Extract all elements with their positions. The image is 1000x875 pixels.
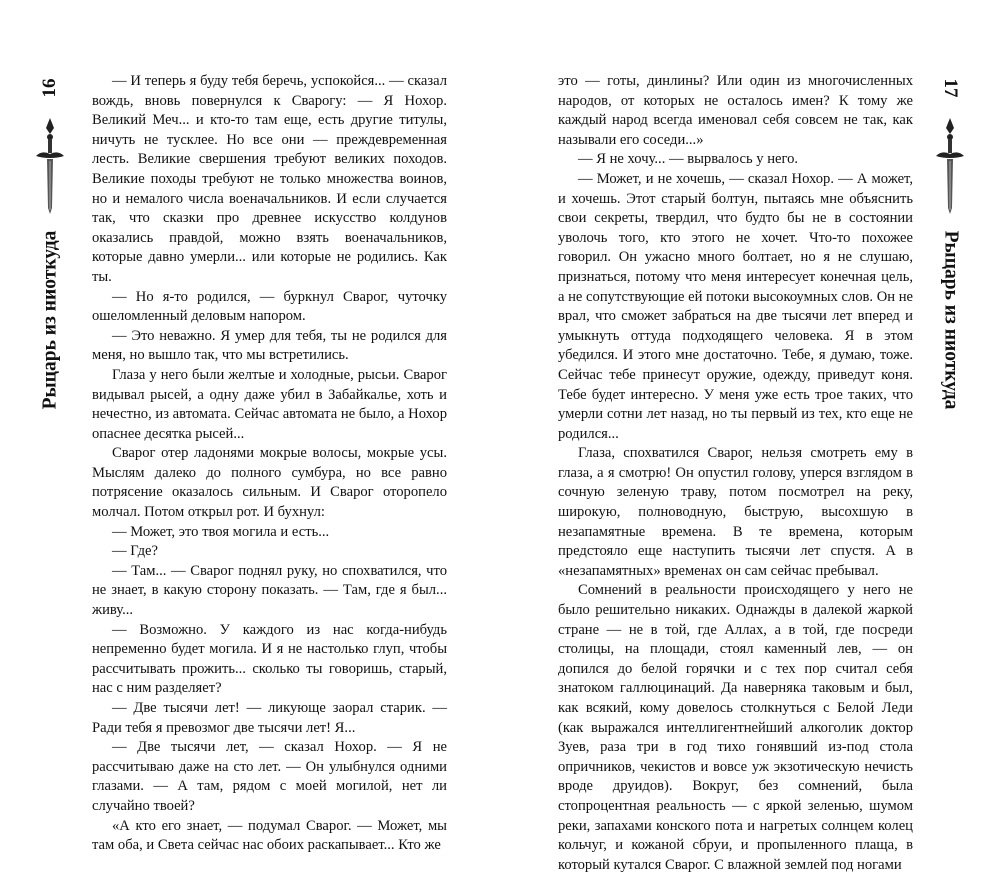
running-head-title: Рыцарь из ниоткуда (940, 230, 961, 410)
sword-icon (932, 116, 968, 216)
paragraph: — Две тысячи лет, — сказал Нохор. — Я не рассчитываю дажe на сто лет. — Он улыбнулся одними глазами. — А там, рядом с моей могилой, нет ли случайно твоей? (92, 739, 447, 814)
paragraph: — Там... — Сварог поднял руку, но спохватился, что не знает, в какую сторону показать. — Там, где я был... живу... (92, 562, 447, 619)
text-column-right (558, 72, 913, 875)
paragraph: — Я не хочу... — вырвалось у него. (578, 151, 799, 168)
paragraph: Сомнений в реальности происходящего у него не было решительно никаких. Однажды в далекой жаркой стране — не в той, где Аллах, а в той, где посреди столицы, на площади, стоял каменный лев, — он допился до белой горячки и с тех пор считал себя знатоком галлюцинаций. Да наверняка таковым и был, как всякий, кому довелось столкнуться с Белой Леди (как выражался интеллигентнейший алкоголик доктор Зуев, раза три в год тихо гонявший из-под стола опричников, чекистов и вовсе уж экзотическую нечисть вроде друидов). Вокруг, без сомнений, была стопроцентная реальность — с яркой зеленью, шумом реки, запахами конского пота и нагретых солнцем колец кольчуг, и кожаной сбруи, и пропыленного плаща, в который кутался Сварог. С влажной землей под ногами (558, 582, 913, 873)
paragraph: — Это неважно. Я умер для тебя, ты не родился для меня, но вышло так, что мы встретились. (92, 327, 447, 364)
paragraph: — Где? (112, 543, 158, 560)
paragraph: «А кто его знает, — подумал Сварог. — Может, мы там оба, и Света сейчас нас обоих раскапывает... Кто же (92, 817, 447, 854)
page-number-right: 17 (940, 78, 961, 98)
paragraph: Глаза у него были желтые и холодные, рысьи. Сварог видывал рысей, а одну даже убил в Забайкалье, хоть и нечестно, из автомата. Сейчас автомата не было, а Нохор опаснее десятка рысей... (92, 366, 447, 442)
paragraph: — И теперь я буду тебя беречь, успокойся... — сказал вождь, вновь повернулся к Сварогу: — Я Нохор. Великий Меч... и кто-то там еще, есть другие титулы, ничуть не тусклее. Но все они — преждевременная лесть. Великие свершения требуют великих походов. Великие походы требуют не только множества воинов, но и немалого числа военачальников. И если случается так, что сказки про древнее искусство колдунов оказались правдой, можно взять военачальников, которые давно умерли... или которые не родились. Как ты. (92, 73, 447, 285)
paragraph: — Может, и не хочешь, — сказал Нохор. — А может, и хочешь. Этот старый болтун, пытаясь мне объяснить свои секреты, твердил, что будто бы не в состоянии уволочь того, кто этого не хочет. Что-то похожее говорил. Он ужасно много болтает, но я не слушаю, признаться, потому что меня интересует конечная цель, а не сопутствующие ей потоки высокоумных слов. Он не врал, что сможет забраться на две тысячи лет вперед и умыкнуть оттуда подходящего человека. Я в этом убедился. И этого мне достаточно. Тебе, я думаю, тоже. Сейчас тебе принесут оружие, одежду, приведут коня. Тебе будет интересно. У меня уже есть трое таких, что умерли сотни лет назад, но ты первый из тех, кто еще не родился... (558, 170, 913, 442)
paragraph: Сварог отер ладонями мокрые волосы, мокрые усы. Мыслям далеко до полного сумбура, но все равно потрясение оказалось сильным. И Сварог оторопело молчал. Потом открыл рот. И бухнул: (92, 445, 447, 521)
sword-icon (32, 116, 68, 216)
running-head-title: Рыцарь из ниоткуда (39, 230, 60, 410)
right-margin (930, 60, 970, 700)
right-page (500, 0, 1000, 873)
left-margin (30, 60, 70, 700)
paragraph: это — готы, динлины? Или один из многочисленных народов, от которых не осталось имен? К тому же каждый народ всегда именовал себя совсем не так, как называли его соседи...» (558, 73, 913, 148)
text-column-left (92, 72, 447, 856)
running-head-left (30, 220, 70, 420)
paragraph: — Две тысячи лет! — ликующе заорал старик. — Ради тебя я превозмог две тысячи лет! Я... (92, 700, 447, 736)
paragraph: Глаза, спохватился Сварог, нельзя смотреть ему в глаза, а я смотрю! Он опустил голову, уперся взглядом в сочную зеленую траву, потом посмотрел на реку, широкую, полноводную, быструю, высохшую в незапамятные времена. В те времена, которым предстояло еще наступить тысячи лет спустя. А в «незапамятных» временах он сам сейчас пребывал. (558, 445, 913, 579)
paragraph: — Но я-то родился, — буркнул Сварог, чуточку ошеломленный деловым напором. (92, 288, 447, 325)
page-number-left: 16 (39, 78, 60, 98)
paragraph: — Возможно. У каждого из нас когда-нибудь непременно будет могила. И я не настолько глуп, чтобы рассчитывать прожить... сколько ты говоришь, старый, нас с ним разделяет? (92, 621, 447, 697)
paragraph: — Может, это твоя могила и есть... (112, 523, 330, 540)
left-page (0, 0, 500, 854)
running-head-right (930, 220, 970, 420)
